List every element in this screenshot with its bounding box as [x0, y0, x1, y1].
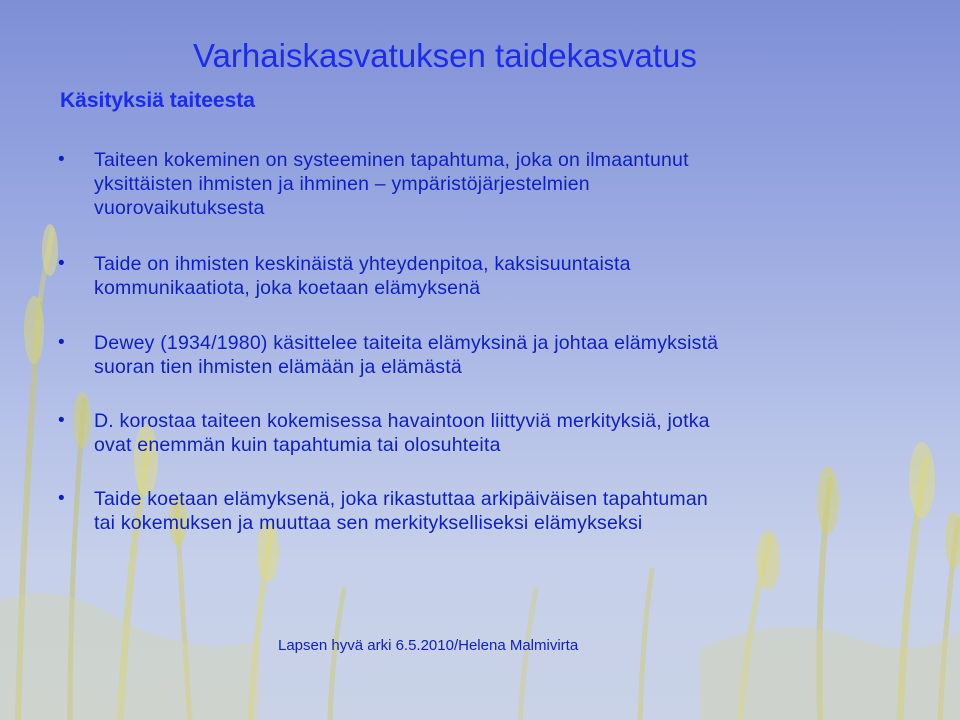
bullet-item: [58, 148, 928, 220]
slide-title: Varhaiskasvatuksen taidekasvatus: [193, 37, 697, 74]
slide-footer: Lapsen hyvä arki 6.5.2010/Helena Malmivirta: [278, 637, 579, 654]
bullet-dot-icon: •: [58, 410, 65, 431]
bullet-line: Taide koetaan elämyksenä, joka rikastuttaa arkipäiväisen tapahtuman: [94, 488, 708, 510]
bullet-item: [58, 331, 928, 379]
bullet-line: D. korostaa taiteen kokemisessa havaintoon liittyviä merkityksiä, jotka: [94, 410, 710, 432]
bullet-line: vuorovaikutuksesta: [94, 197, 265, 219]
bullet-item: [58, 487, 928, 535]
bullet-list: [58, 148, 928, 535]
bullet-dot-icon: •: [58, 488, 65, 509]
bullet-item: [58, 252, 928, 300]
bullet-line: kommunikaatiota, joka koetaan elämyksenä: [94, 277, 481, 299]
bullet-dot-icon: •: [58, 332, 65, 353]
bullet-dot-icon: •: [58, 253, 65, 274]
bullet-line: yksittäisten ihmisten ja ihminen – ympäristöjärjestelmien: [94, 173, 590, 195]
bullet-line: ovat enemmän kuin tapahtumia tai olosuhteita: [94, 434, 501, 456]
bullet-line: tai kokemuksen ja muuttaa sen merkitykselliseksi elämykseksi: [94, 512, 643, 534]
slide-subtitle: Käsityksiä taiteesta: [60, 89, 255, 112]
bullet-line: Taiteen kokeminen on systeeminen tapahtuma, joka on ilmaantunut: [94, 149, 689, 171]
bullet-line: suoran tien ihmisten elämään ja elämästä: [94, 356, 462, 378]
bullet-line: Dewey (1934/1980) käsittelee taiteita elämyksinä ja johtaa elämyksistä: [94, 332, 719, 354]
bullet-item: [58, 409, 928, 457]
bullet-dot-icon: •: [58, 149, 65, 170]
bullet-line: Taide on ihmisten keskinäistä yhteydenpitoa, kaksisuuntaista: [94, 253, 631, 275]
